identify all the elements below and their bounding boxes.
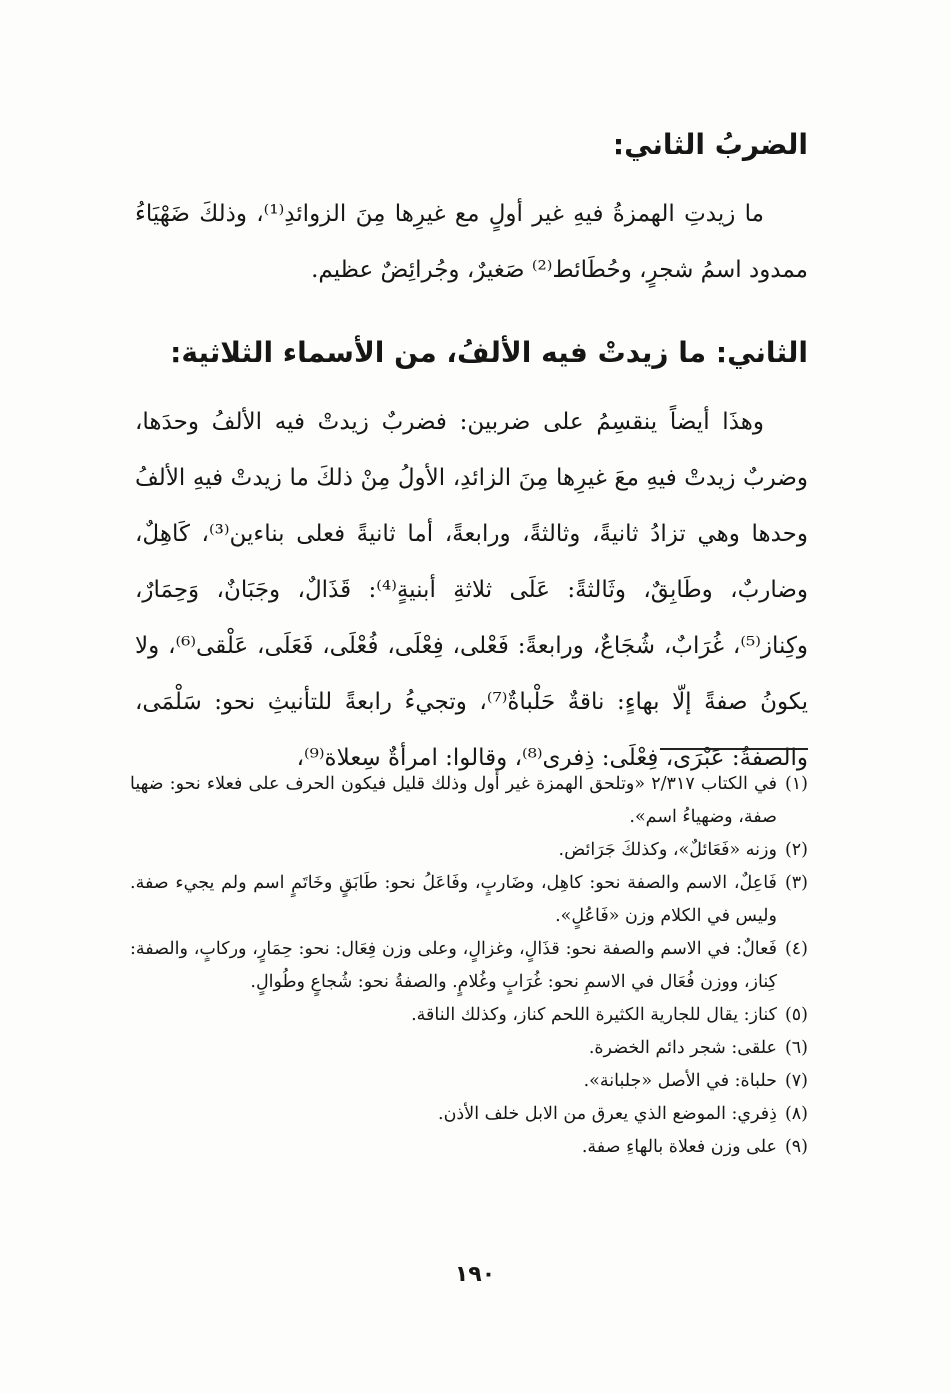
footnote-text: كناز: يقال للجارية الكثيرة اللحم كناز، وكذلك الناقة.	[411, 1005, 777, 1025]
footnote-text: فَعالٌ: في الاسم والصفة نحو: قذَالٍ، وغزالٍ، وعلى وزن فِعَال: نحو: حِمَارٍ، وركابٍ، والصفة: كِناز، ووزن فُعَال في الاسمِ نحو: غُرَابٍ وغُلامٍ. والصفةُ نحو: شُجاعٍ وطُوالٍ.	[130, 939, 777, 992]
footnote-divider	[660, 748, 808, 750]
section-heading: الضربُ الثاني:	[612, 128, 808, 161]
footnotes-list	[130, 768, 808, 1164]
footnote	[130, 933, 808, 999]
footnote-text: ذِفري: الموضع الذي يعرق من الابل خلف الأذن.	[438, 1104, 777, 1124]
footnote-text: في الكتاب ٢/٣١٧ «وتلحق الهمزة غير أول وذلك قليل فيكون الحرف على فعلاء نحو: ضهيا صفة، وضهياءُ اسم».	[130, 774, 777, 827]
section-heading: الثاني: ما زيدتْ فيه الألفُ، من الأسماء الثلاثية:	[170, 336, 808, 369]
body-paragraph: ما زيدتِ الهمزةُ فيهِ غير أولٍ مع غيرِها مِنَ الزوائدِ⁽¹⁾، وذلكَ ضَهْيَاءُ ممدود اسمُ شجرٍ، وحُطَائط⁽²⁾ صَغيرٌ، وجُرائِضٌ عظيم.	[135, 201, 808, 283]
footnote-text: وزنه «فَعَائلٌ»، وكذلكَ جَرَائض.	[558, 840, 777, 860]
page-number: ١٩٠	[454, 1262, 496, 1287]
footnote-text: علقى: شجر دائم الخضرة.	[588, 1038, 777, 1058]
footnote	[130, 1032, 808, 1065]
footnote-number: (٤)	[784, 939, 808, 959]
footnote-number: (٧)	[784, 1071, 808, 1091]
footnote	[130, 834, 808, 867]
body-paragraph: وهذَا أيضاً ينقسِمُ على ضربين: فضربٌ زيدتْ فيه الألفُ وحدَها، وضربٌ زيدتْ فيهِ معَ غيرِها مِنَ الزائدِ، الأولُ مِنْ ذلكَ ما زيدتْ فيهِ الألفُ وحدها وهي تزادُ ثانيةً، وثالثةً، ورابعةً، أما ثانيةً فعلى بناءين⁽³⁾، كَاهِلٌ، وضاربٌ، وطَابِقٌ، وثَالثةً: عَلَى ثلاثةِ أبنيةٍ⁽⁴⁾: قَذَالٌ، وجَبَانٌ، وَحِمَارٌ، وكِناز⁽⁵⁾، غُرَابٌ، شُجَاعٌ، ورابعةً: فَعْلى، فِعْلَى، فُعْلَى، فَعَلَى، عَلْقى⁽⁶⁾، ولا يكونُ صفةً إلّا بهاءٍ: ناقةٌ حَلْباةٌ⁽⁷⁾، وتجيءُ رابعةً للتأنيثِ نحو: سَلْمَى، والصفةُ: عَبْرَى، فِعْلَى: ذِفرى⁽⁸⁾، وقالوا: امرأةٌ سِعلاة⁽⁹⁾،	[135, 409, 809, 771]
footnote-number: (٩)	[784, 1137, 808, 1157]
footnote	[130, 1098, 808, 1131]
footnote	[130, 768, 808, 834]
footnote-text: حلباة: في الأصل «جلبانة».	[583, 1071, 777, 1091]
footnote-number: (٦)	[784, 1038, 808, 1058]
footnote	[130, 867, 808, 933]
footnote-number: (٢)	[784, 840, 808, 860]
footnote-number: (٣)	[784, 873, 808, 893]
footnote-number: (٥)	[784, 1005, 808, 1025]
footnote-text: على وزن فعلاة بالهاءِ صفة.	[581, 1137, 777, 1157]
footnote-text: فَاعِلٌ، الاسم والصفة نحو: كاهِل، وضَاربٍ، وفَاعَلُ نحو: طَابَقٍ وخَاتَمٍ اسم ولم يجيء صفة. وليس في الكلام وزن «فَاعُلٍ».	[130, 873, 777, 926]
footnote	[130, 1131, 808, 1164]
footnote	[130, 1065, 808, 1098]
footnote-number: (١)	[784, 774, 808, 794]
footnote	[130, 999, 808, 1032]
footnote-number: (٨)	[784, 1104, 808, 1124]
